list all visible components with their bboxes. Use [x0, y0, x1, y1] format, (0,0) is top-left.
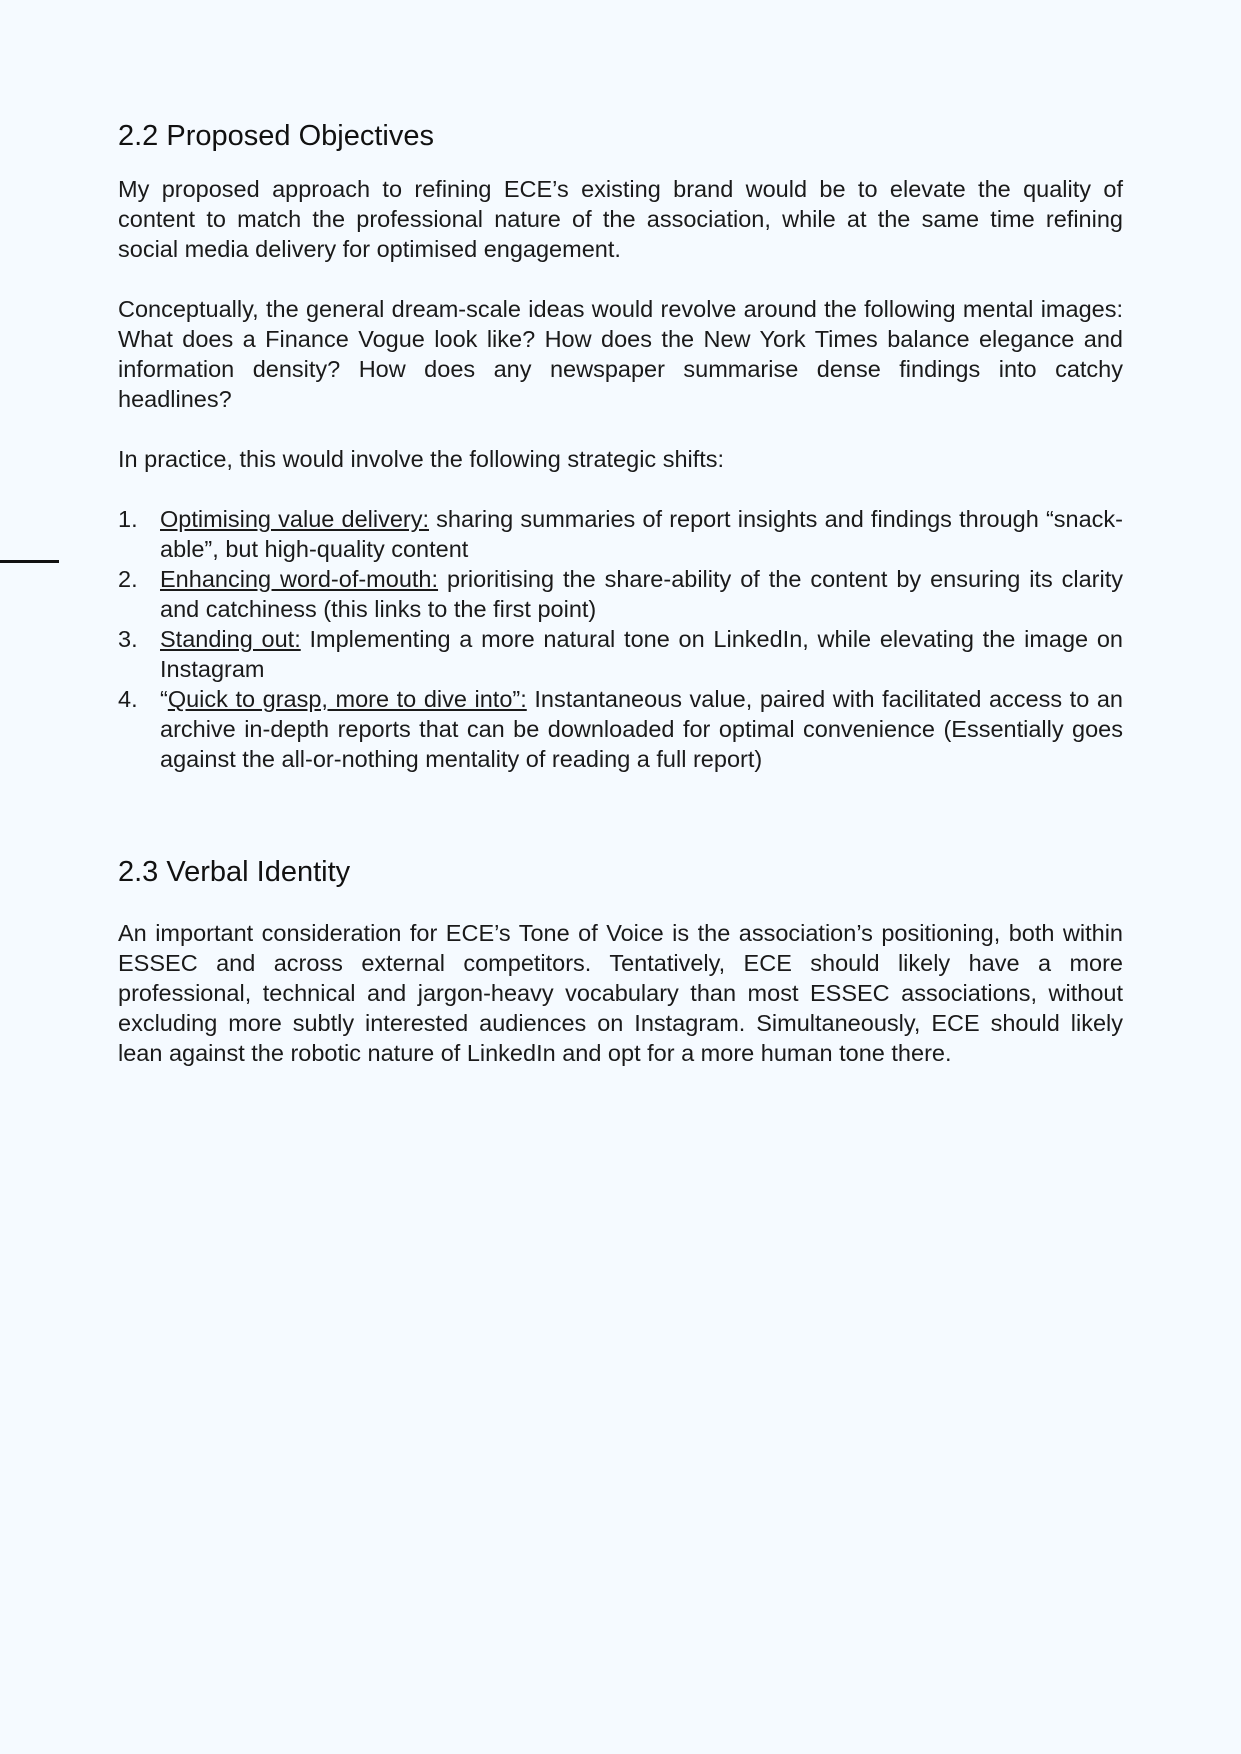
list-item-title: Quick to grasp, more to dive into”: [167, 686, 527, 712]
list-item-title: Standing out: [160, 626, 301, 652]
strategic-shifts-list [118, 504, 1123, 774]
list-item-number: 4. [118, 686, 138, 712]
list-item-number: 1. [118, 506, 138, 532]
list-item-number: 2. [118, 566, 138, 592]
section-heading-proposed-objectives: 2.2 Proposed Objectives [118, 120, 434, 152]
objectives-paragraph-practice: In practice, this would involve the following strategic shifts: [118, 446, 725, 472]
list-item-text: Implementing a more natural tone on LinkedIn, while elevating the image on Instagram [160, 626, 1124, 682]
section-heading-verbal-identity: 2.3 Verbal Identity [118, 856, 351, 888]
list-item [118, 624, 1123, 684]
list-item-text: sharing summaries of report insights and findings through “snack-able”, but high-quality content [160, 506, 1123, 562]
page-content [118, 112, 1123, 1068]
list-item-prefix: “ [160, 686, 168, 712]
list-item-text: prioritising the share-ability of the content by ensuring its clarity and catchiness (this links to the first point) [160, 566, 1123, 622]
verbal-identity-paragraph: An important consideration for ECE’s Tone of Voice is the association’s positioning, both within ESSEC and across external competitors. Tentatively, ECE should likely have a more professional, technical and jargon-heavy vocabulary than most ESSEC associations, without excluding more subtly interested audiences on Instagram. Simultaneously, ECE should likely lean against the robotic nature of LinkedIn and opt for a more human tone there. [118, 920, 1123, 1066]
margin-marker [0, 560, 59, 563]
objectives-paragraph-approach: My proposed approach to refining ECE’s existing brand would be to elevate the quality of content to match the professional nature of the association, while at the same time refining social media delivery for optimised engagement. [118, 176, 1123, 262]
list-item-title: Enhancing word-of-mouth: [160, 566, 439, 592]
list-item-number: 3. [118, 626, 138, 652]
list-item [118, 684, 1123, 774]
list-item-text: Instantaneous value, paired with facilitated access to an archive in-depth reports that can be downloaded for optimal convenience (Essentially goes against the all-or-nothing mentality of reading a full report) [160, 686, 1123, 772]
list-item [118, 564, 1123, 624]
objectives-paragraph-concept: Conceptually, the general dream-scale ideas would revolve around the following mental images: What does a Finance Vogue look like? How does the New York Times balance elegance and information density? How does any newspaper summarise dense findings into catchy headlines? [118, 296, 1123, 412]
list-item-title: Optimising value delivery: [160, 506, 429, 532]
list-item [118, 504, 1123, 564]
